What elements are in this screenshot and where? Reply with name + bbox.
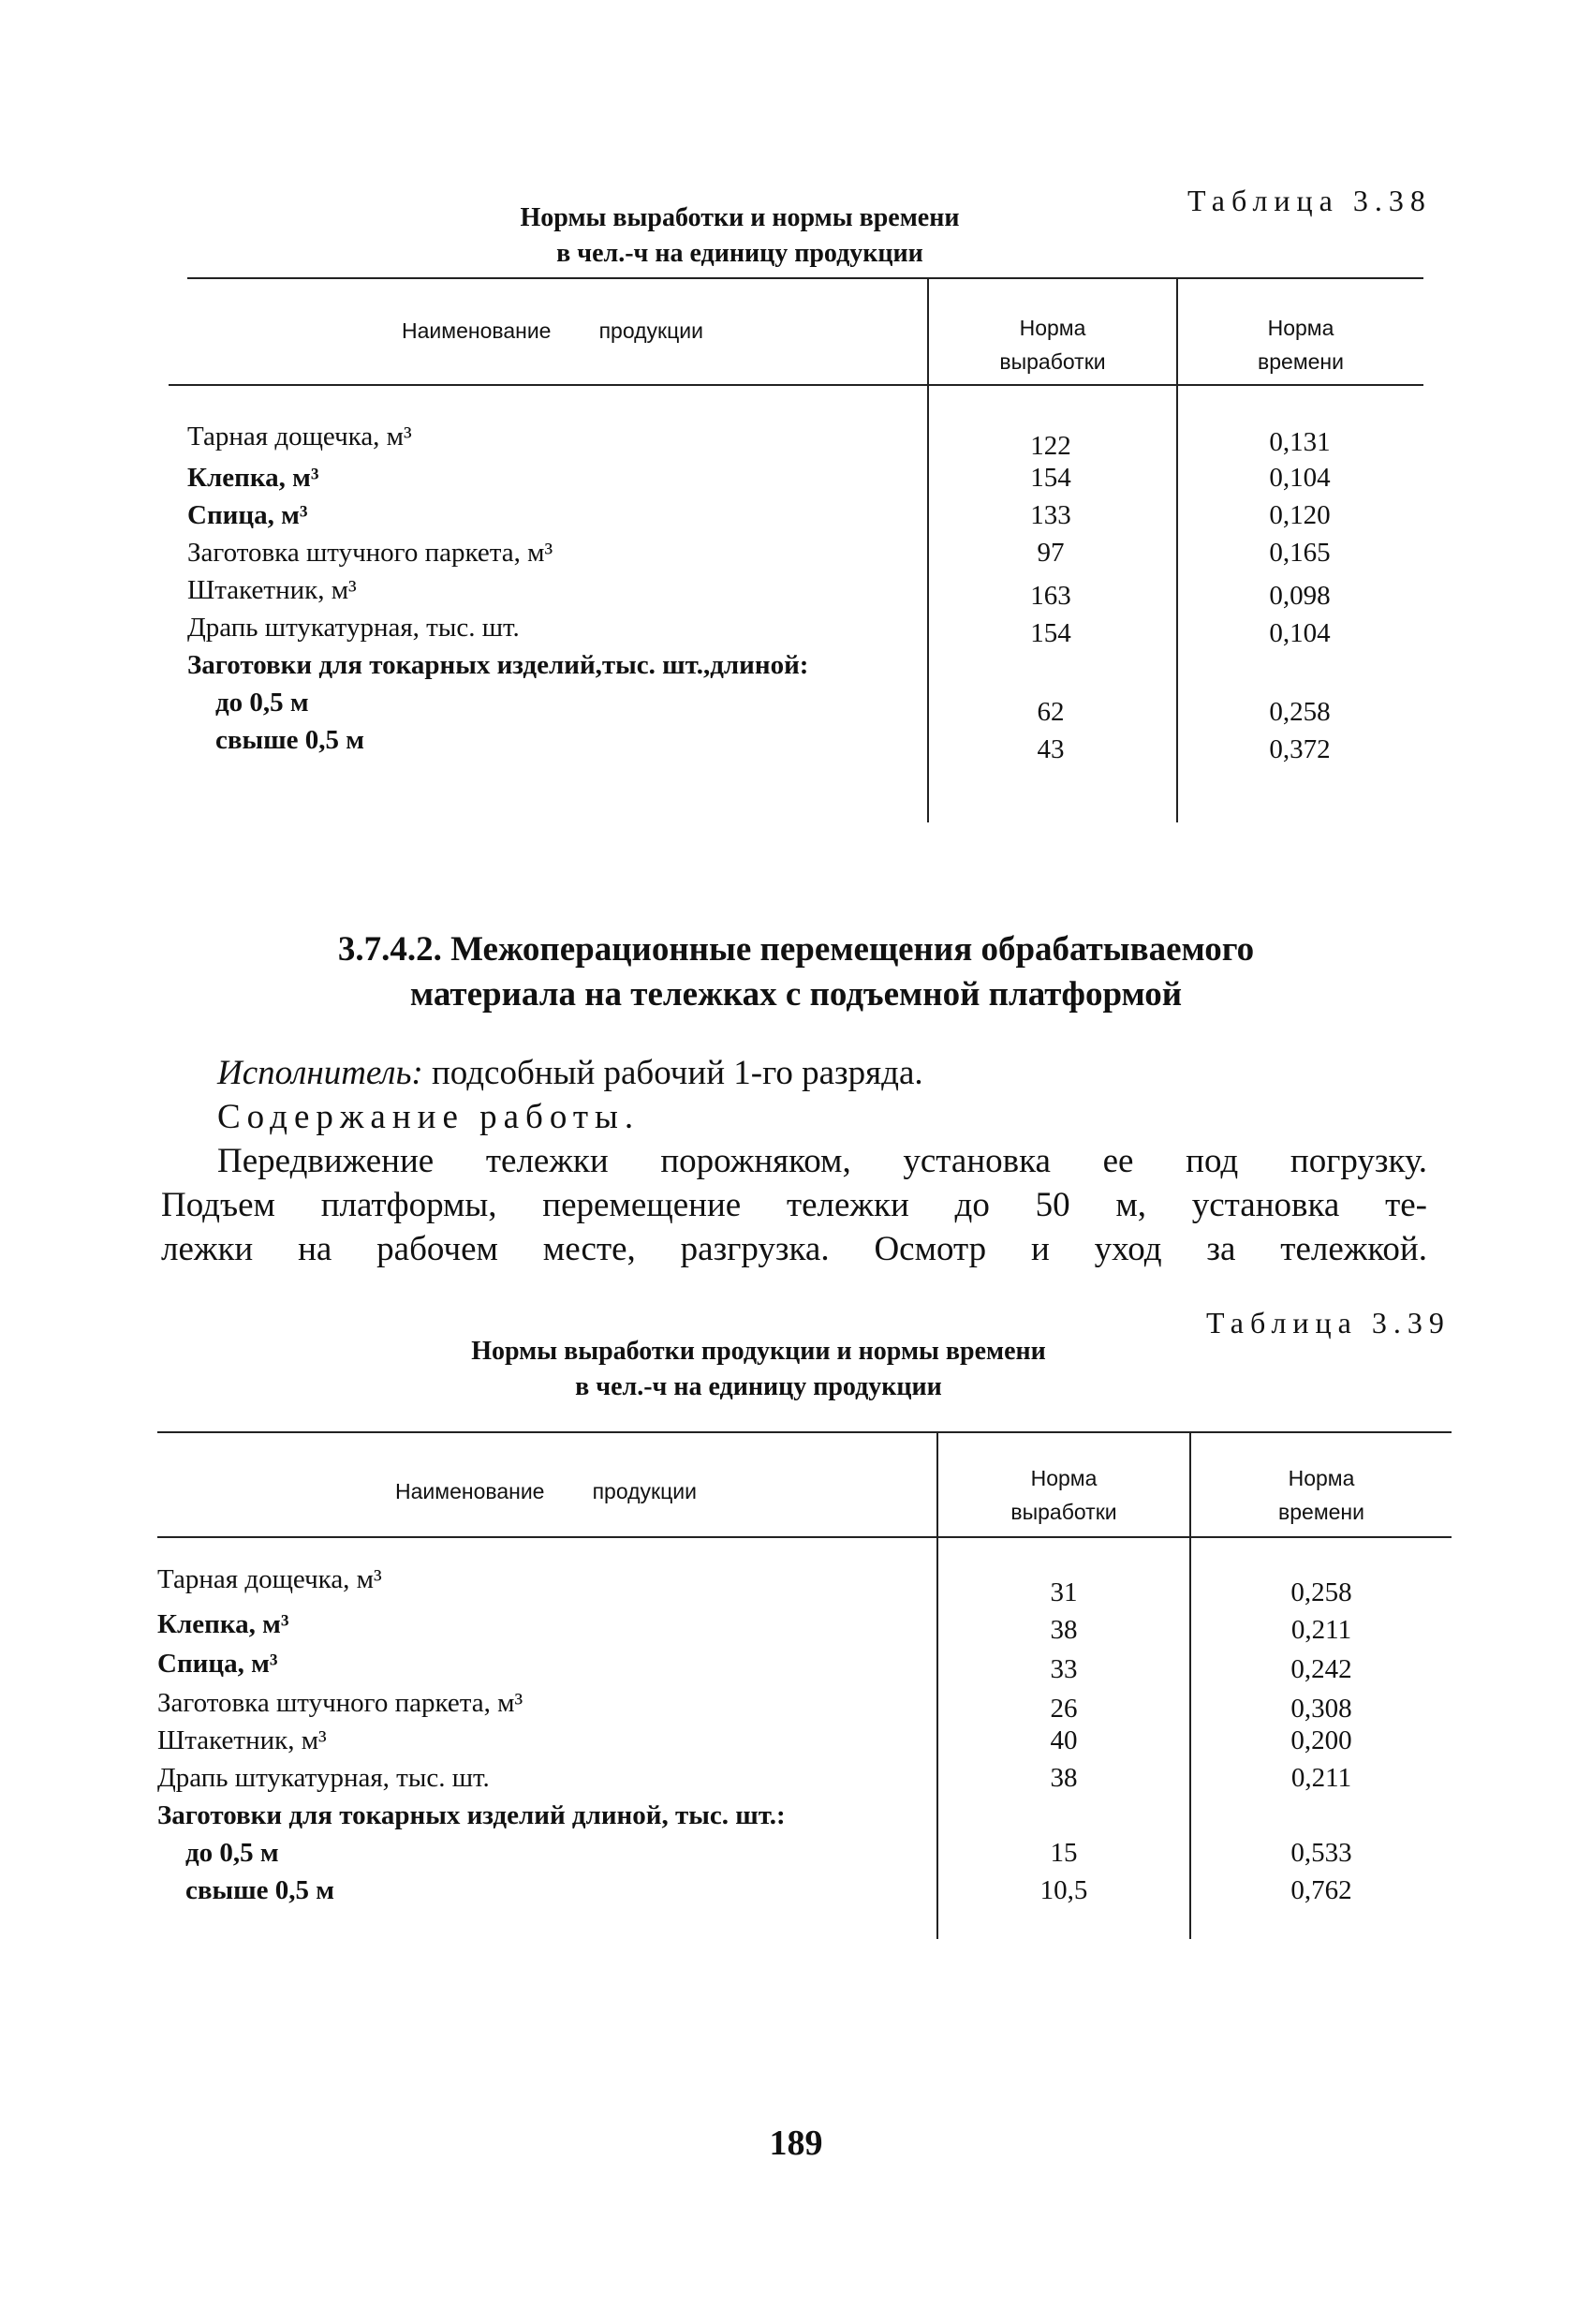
row-time: 0,762 bbox=[1290, 1875, 1352, 1905]
table-row bbox=[187, 418, 1423, 461]
row-time: 0,211 bbox=[1290, 1763, 1352, 1793]
section-heading-line1: 3.7.4.2. Межоперационные перемещения обрабатываемого bbox=[337, 930, 1255, 969]
row-output: 62 bbox=[1037, 697, 1065, 727]
row-output: 15 bbox=[1050, 1838, 1078, 1868]
row-output: 38 bbox=[1050, 1615, 1078, 1645]
row-name: Заготовки для токарных изделий длиной, тыс. шт.: bbox=[157, 1800, 786, 1830]
table-row bbox=[187, 534, 1423, 571]
row-time: 0,211 bbox=[1290, 1615, 1352, 1645]
table-row bbox=[157, 1561, 1452, 1607]
table-row bbox=[157, 1759, 1452, 1797]
table1-label: Таблица 3.38 bbox=[1187, 184, 1432, 217]
row-output: 122 bbox=[1030, 431, 1071, 461]
row-time: 0,104 bbox=[1269, 463, 1331, 493]
table1-header-name: Наименование продукции bbox=[402, 318, 703, 343]
row-name: Штакетник, м³ bbox=[187, 575, 357, 605]
row-name: Драпь штукатурная, тыс. шт. bbox=[157, 1763, 490, 1793]
table1-header-rule bbox=[169, 384, 1423, 386]
row-name: Клепка, м³ bbox=[187, 463, 319, 493]
page-number: 189 bbox=[769, 2124, 823, 2163]
table1-header-output: Норма выработки bbox=[999, 316, 1106, 374]
table-row bbox=[157, 1722, 1452, 1759]
table2-title-line1: Нормы выработки продукции и нормы времени bbox=[471, 1337, 1046, 1366]
row-output: 154 bbox=[1030, 463, 1071, 493]
row-name: Тарная дощечка, м³ bbox=[187, 422, 412, 451]
content-line-3: лежки на рабочем месте, разгрузка. Осмотр и уход за тележкой. bbox=[161, 1230, 1427, 1268]
table-row bbox=[157, 1797, 1452, 1834]
table-row bbox=[187, 459, 1423, 496]
table-row bbox=[187, 609, 1423, 646]
row-time: 0,120 bbox=[1269, 500, 1331, 530]
table-row bbox=[157, 1872, 1452, 1909]
table1-header-time: Норма времени bbox=[1258, 316, 1344, 374]
table2-header-time: Норма времени bbox=[1278, 1466, 1364, 1524]
row-output: 154 bbox=[1030, 618, 1071, 648]
performer-text: подсобный рабочий 1-го разряда. bbox=[431, 1054, 923, 1092]
row-output: 133 bbox=[1030, 500, 1071, 530]
row-time: 0,131 bbox=[1269, 427, 1331, 457]
section-heading-line2: материала на тележках с подъемной платформой bbox=[409, 975, 1183, 1014]
table-row bbox=[157, 1684, 1452, 1722]
table2-title bbox=[384, 1334, 1133, 1405]
row-name: Заготовка штучного паркета, м³ bbox=[157, 1688, 523, 1718]
table1-title-line2: в чел.-ч на единицу продукции bbox=[556, 239, 923, 268]
content-line-2: Подъем платформы, перемещение тележки до 50 м, установка те- bbox=[161, 1186, 1427, 1224]
table-row bbox=[157, 1606, 1452, 1643]
row-time: 0,308 bbox=[1290, 1694, 1352, 1724]
table2-top-rule bbox=[157, 1431, 1452, 1433]
row-name: свыше 0,5 м bbox=[185, 1875, 335, 1905]
table-row bbox=[157, 1645, 1452, 1682]
row-output: 26 bbox=[1050, 1694, 1078, 1724]
row-output: 163 bbox=[1030, 581, 1071, 611]
row-output: 40 bbox=[1050, 1725, 1078, 1755]
row-name: Заготовки для токарных изделий,тыс. шт.,длиной: bbox=[187, 650, 809, 680]
row-time: 0,104 bbox=[1269, 618, 1331, 648]
row-time: 0,098 bbox=[1269, 581, 1331, 611]
table-row bbox=[187, 571, 1423, 609]
row-name: Штакетник, м³ bbox=[157, 1725, 327, 1755]
content-line-1: Передвижение тележки порожняком, установка ее под погрузку. bbox=[217, 1142, 1427, 1180]
row-output: 97 bbox=[1037, 538, 1065, 568]
table1-title-line1: Нормы выработки и нормы времени bbox=[520, 203, 960, 232]
performer-line bbox=[217, 1051, 923, 1095]
table1-title bbox=[412, 200, 1068, 272]
row-name: Тарная дощечка, м³ bbox=[157, 1564, 382, 1594]
row-output: 10,5 bbox=[1039, 1875, 1088, 1905]
row-time: 0,242 bbox=[1290, 1654, 1352, 1684]
row-name: Спица, м³ bbox=[187, 500, 308, 530]
table2-label: Таблица 3.39 bbox=[1206, 1306, 1451, 1340]
row-output: 43 bbox=[1037, 734, 1065, 764]
table-row bbox=[187, 496, 1423, 534]
table2-header-output: Норма выработки bbox=[1010, 1466, 1117, 1524]
row-output: 31 bbox=[1050, 1577, 1078, 1607]
row-name: до 0,5 м bbox=[215, 688, 309, 718]
table2-title-line2: в чел.-ч на единицу продукции bbox=[575, 1372, 942, 1401]
row-time: 0,258 bbox=[1290, 1577, 1352, 1607]
table-row bbox=[187, 646, 1423, 684]
table-row bbox=[187, 721, 1423, 764]
row-time: 0,200 bbox=[1290, 1725, 1352, 1755]
table1-top-rule bbox=[187, 277, 1423, 279]
content-title: Содержание работы. bbox=[217, 1098, 641, 1136]
table-row bbox=[157, 1834, 1452, 1872]
row-name: Клепка, м³ bbox=[157, 1609, 289, 1639]
row-name: до 0,5 м bbox=[185, 1838, 279, 1868]
row-name: Драпь штукатурная, тыс. шт. bbox=[187, 613, 520, 643]
row-time: 0,372 bbox=[1269, 734, 1331, 764]
performer-label: Исполнитель: bbox=[217, 1054, 423, 1092]
section-heading bbox=[187, 927, 1405, 1017]
table2-header-rule bbox=[157, 1536, 1452, 1538]
row-output: 33 bbox=[1050, 1654, 1078, 1684]
row-time: 0,258 bbox=[1269, 697, 1331, 727]
row-name: Заготовка штучного паркета, м³ bbox=[187, 538, 553, 568]
row-name: Спица, м³ bbox=[157, 1649, 278, 1679]
row-time: 0,165 bbox=[1269, 538, 1331, 568]
row-name: свыше 0,5 м bbox=[215, 725, 365, 755]
table2-header-name: Наименование продукции bbox=[395, 1479, 697, 1503]
row-output: 38 bbox=[1050, 1763, 1078, 1793]
row-time: 0,533 bbox=[1290, 1838, 1352, 1868]
table-row bbox=[187, 684, 1423, 727]
